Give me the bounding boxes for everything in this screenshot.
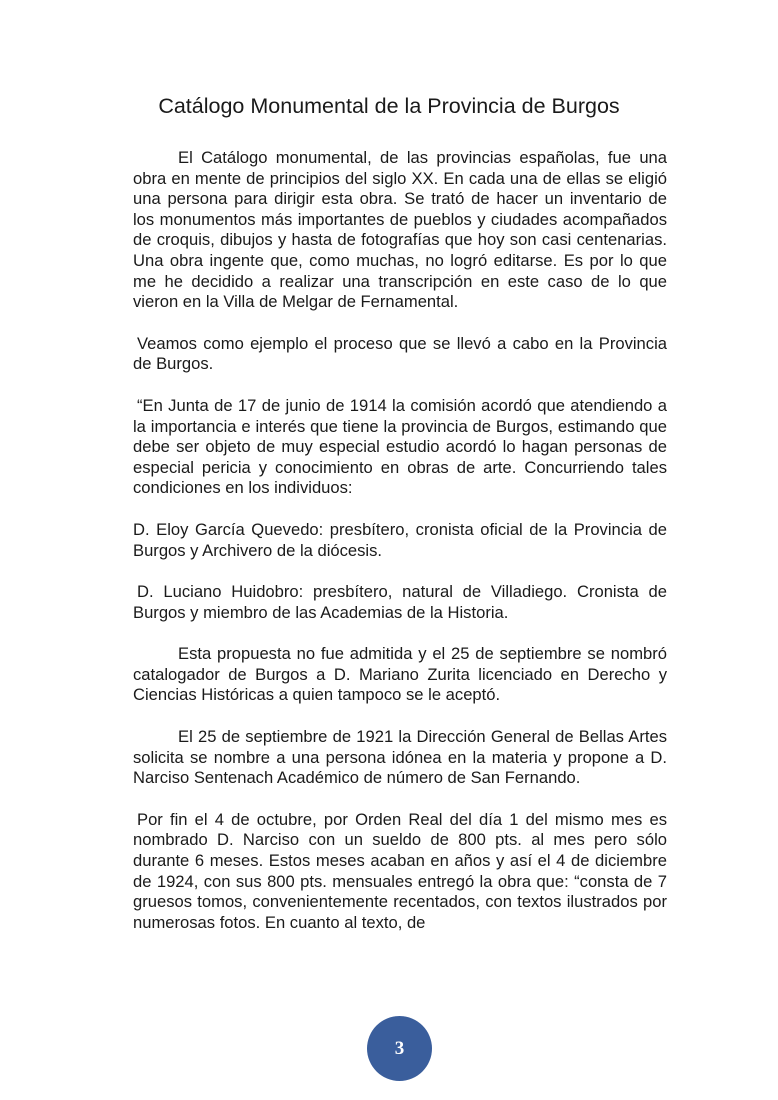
paragraph-example: Veamos como ejemplo el proceso que se llevó a cabo en la Provincia de Burgos. <box>133 333 667 374</box>
page-number: 3 <box>394 1037 405 1059</box>
page-title: Catálogo Monumental de la Provincia de Burgos <box>158 94 620 118</box>
paragraph-junta: “En Junta de 17 de junio de 1914 la comisión acordó que atendiendo a la importancia e interés que tiene la provincia de Burgos, estimando que debe ser objeto de muy especial estudio acordó lo hagan personas de especial pericia y conocimiento en obras de arte. Concurriendo tales condiciones en los individuos: <box>133 395 667 498</box>
paragraph-propuesta: Esta propuesta no fue admitida y el 25 de septiembre se nombró catalogador de Burgos a D. Mariano Zurita licenciado en Derecho y Ciencias Históricas a quien tampoco se le aceptó. <box>133 644 667 705</box>
paragraph-octubre: Por fin el 4 de octubre, por Orden Real del día 1 del mismo mes es nombrado D. Narciso con un sueldo de 800 pts. al mes pero sólo durante 6 meses. Estos meses acaban en años y así el 4 de diciembre de 1924, con sus 800 pts. mensuales entregó la obra que: “consta de 7 gruesos tomos, convenientemente recentados, con textos ilustrados por numerosas fotos. En cuanto al texto, de <box>133 809 667 932</box>
paragraph-intro: El Catálogo monumental, de las provincias españolas, fue una obra en mente de principios del siglo XX. En cada una de ellas se eligió una persona para dirigir esta obra. Se trató de hacer un inventario de los monumentos más importantes de pueblos y ciudades acompañados de croquis, dibujos y hasta de fotografías que hoy son casi centenarias. Una obra ingente que, como muchas, no logró editarse. Es por lo que me he decidido a realizar una transcripción en este caso de lo que vieron en la Villa de Melgar de Fernamental. <box>133 148 667 312</box>
paragraph-eloy: D. Eloy García Quevedo: presbítero, cronista oficial de la Provincia de Burgos y Archivero de la diócesis. <box>133 519 667 560</box>
paragraph-1921: El 25 de septiembre de 1921 la Dirección General de Bellas Artes solicita se nombre a una persona idónea en la materia y propone a D. Narciso Sentenach Académico de número de San Fernando. <box>133 727 667 788</box>
document-body <box>133 148 667 954</box>
paragraph-luciano: D. Luciano Huidobro: presbítero, natural de Villadiego. Cronista de Burgos y miembro de las Academias de la Historia. <box>133 582 667 622</box>
page-number-badge <box>367 1016 432 1081</box>
